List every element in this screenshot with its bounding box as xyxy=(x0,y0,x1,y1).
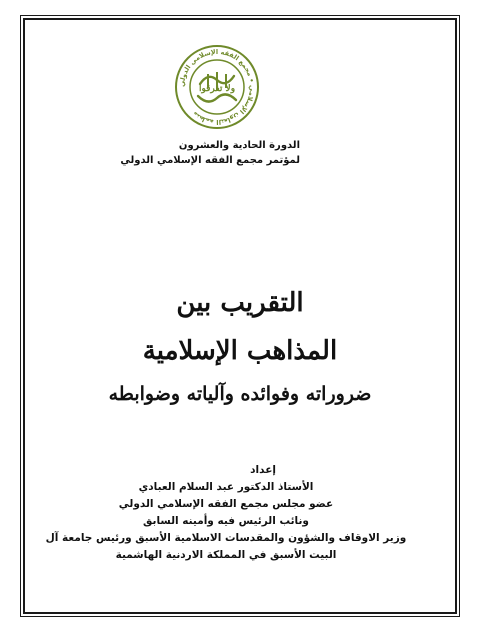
seal-ring-text: منظمة التعاون الإسلامي • مجمع الفقه الإسلامي الدولي xyxy=(177,47,257,127)
author-role-4: البيت الأسبق في المملكة الاردنية الهاشمية xyxy=(115,549,337,561)
title-line-1: التقريب بين xyxy=(176,288,304,318)
subtitle: ضروراته وفوائده وآلياته وضوابطه xyxy=(108,383,372,405)
author-role-3: وزير الاوقاف والشؤون والمقدسات الاسلامية الأسبق ورئيس جامعة آل xyxy=(45,532,407,544)
session-number: الدورة الحادية والعشرون xyxy=(178,140,300,151)
author-role-1: عضو مجلس مجمع الفقه الإسلامي الدولي xyxy=(118,498,334,510)
author-credits xyxy=(36,462,416,564)
conference-session xyxy=(120,138,300,168)
seal-center-text: ولا تفرقوا xyxy=(198,84,236,94)
author-name: الأستاذ الدكتور عبد السلام العبادي xyxy=(138,481,314,493)
title-line-2: المذاهب الإسلامية xyxy=(142,336,338,366)
prepared-by-label: إعداد xyxy=(250,464,276,476)
academy-seal-logo xyxy=(174,44,260,130)
conference-name: لمؤتمر مجمع الفقه الإسلامي الدولي xyxy=(120,155,300,166)
author-role-2: ونائب الرئيس فيه وأمينه السابق xyxy=(143,515,309,527)
